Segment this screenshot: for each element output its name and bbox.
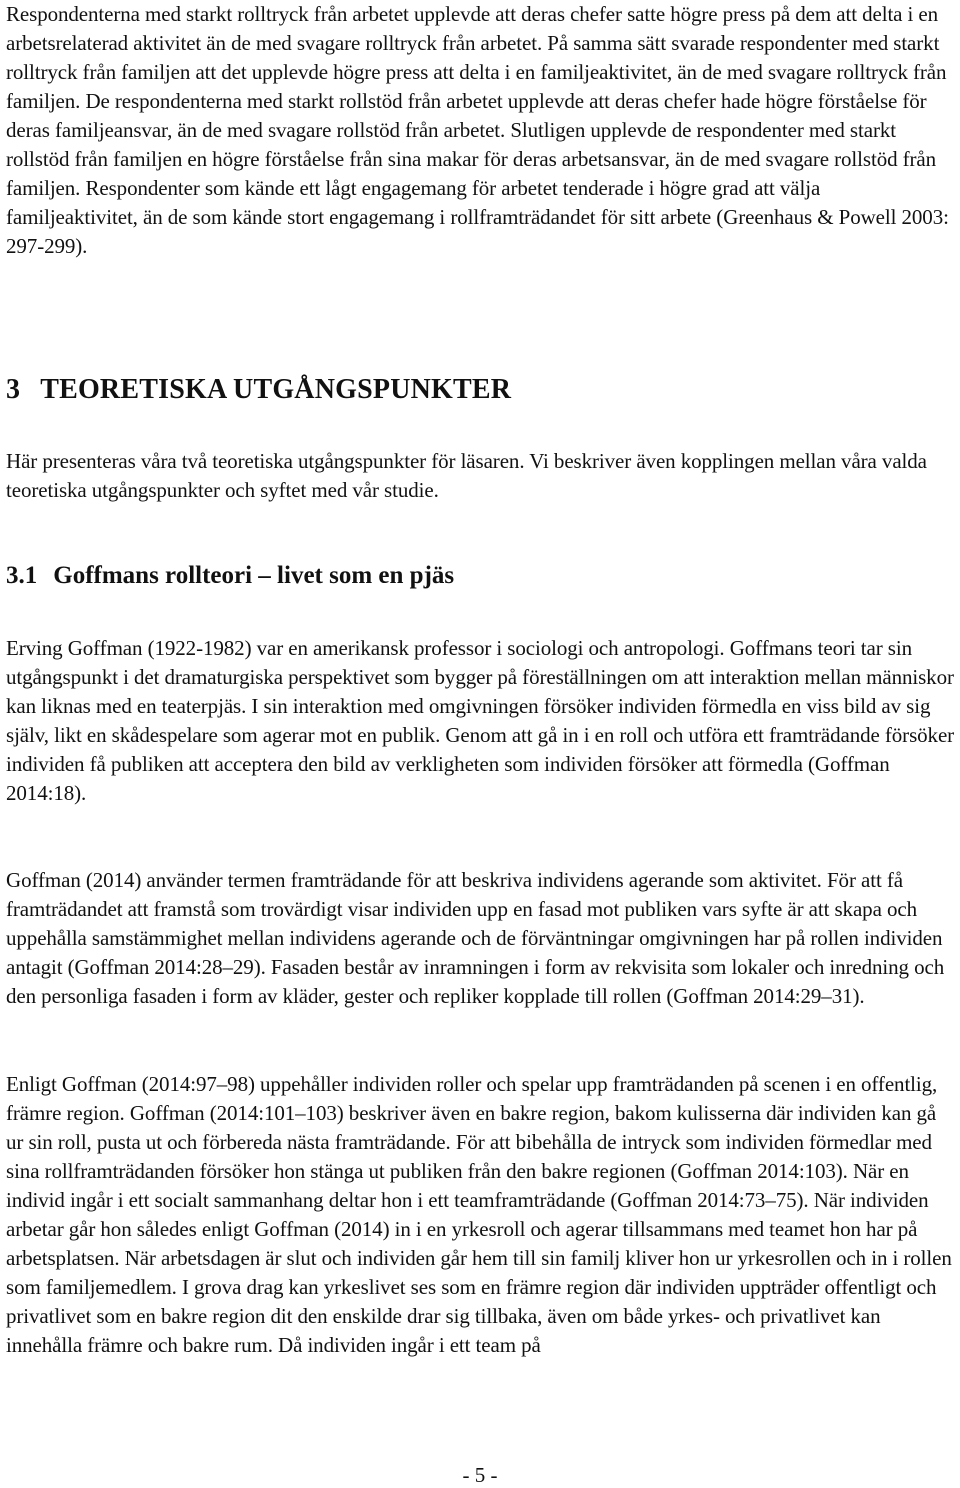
section-3-1-number: 3.1 (6, 562, 38, 589)
section-3-1-title: Goffmans rollteori – livet som en pjäs (53, 562, 455, 589)
section-3-title: TEORETISKA UTGÅNGSPUNKTER (40, 374, 512, 405)
section-3-heading (6, 374, 511, 406)
section-3-number: 3 (6, 374, 21, 405)
goffman-paragraph-1: Erving Goffman (1922-1982) var en amerikansk professor i sociologi och antropologi. Goffmans teori tar sin utgångspunkt i det dramaturgiska perspektivet som bygger på föreställningen om att interaktion mellan människor kan liknas med en teaterpjäs. I sin interaktion med omgivningen försöker individen förmedla en viss bild av sig själv, likt en skådespelare som agerar mot en publik. Genom att gå in i en roll och utföra ett framträdande försöker individen få publiken att acceptera den bild av verkligheten som individen försöker att förmedla (Goffman 2014:18). (6, 636, 955, 805)
goffman-paragraph-3: Enligt Goffman (2014:97–98) uppehåller individen roller och spelar upp framträdanden på scenen i en offentlig, främre region. Goffman (2014:101–103) beskriver även en bakre region, bakom kulisserna där individen kan gå ur sin roll, pusta ut och förbereda nästa framträdande. För att bibehålla de intryck som individen förmedlar med sina rollframträdanden försöker hon stänga ut publiken från den bakre regionen (Goffman 2014:103). När en individ ingår i ett socialt sammanhang deltar hon i ett teamframträdande (Goffman 2014:73–75). När individen arbetar går hon således enligt Goffman (2014) in i en yrkesroll och agerar tillsammans med teamet hon har på arbetsplatsen. När arbetsdagen är slut och individen går hem till sin familj kliver hon ur yrkesrollen och in i rollen som familjemedlem. I grova drag kan yrkeslivet ses som en främre region där individen uppträder offentligt och privatlivet som en bakre region dit den enskilde drar sig tillbaka, även om både yrkes- och privatlivet kan innehålla främre och bakre rum. Då individen ingår i ett team på (6, 1072, 952, 1357)
goffman-paragraph-2: Goffman (2014) använder termen framträdande för att beskriva individens agerande som aktivitet. För att få framträdandet att framstå som trovärdigt visar individen upp en fasad mot publiken vars syfte är att skapa och uppehålla samstämmighet mellan individens agerande och de förväntningar omgivningen har på rollen individen antagit (Goffman 2014:28–29). Fasaden består av inramningen i form av rekvisita som lokaler och inredning och den personliga fasaden i form av kläder, gester och repliker kopplade till rollen (Goffman 2014:29–31). (6, 868, 945, 1008)
section-3-1-heading (6, 562, 454, 590)
intro-paragraph: Respondenterna med starkt rolltryck från arbetet upplevde att deras chefer satte högre press på dem att delta i en arbetsrelaterad aktivitet än de med svagare rolltryck från arbetet. På samma sätt svarade respondenter med starkt rolltryck från familjen att det upplevde högre press att delta i en familjeaktivitet, än de med svagare rolltryck från familjen. De respondenterna med starkt rollstöd från arbetet upplevde att deras chefer hade högre förståelse för deras familjeansvar, än de med svagare rollstöd från arbetet. Slutligen upplevde de respondenter med starkt rollstöd från familjen en högre förståelse från sina makar för deras arbetsansvar, än de med svagare rollstöd från familjen. Respondenter som kände ett lågt engagemang för arbetet tenderade i högre grad att välja familjeaktivitet, än de som kände stort engagemang i rollframträdandet för sitt arbete (Greenhaus & Powell 2003: 297-299). (6, 2, 949, 258)
section-3-intro-paragraph: Här presenteras våra två teoretiska utgångspunkter för läsaren. Vi beskriver även kopplingen mellan våra valda teoretiska utgångspunkter och syftet med vår studie. (6, 449, 927, 502)
page-number: - 5 - (462, 1463, 498, 1487)
